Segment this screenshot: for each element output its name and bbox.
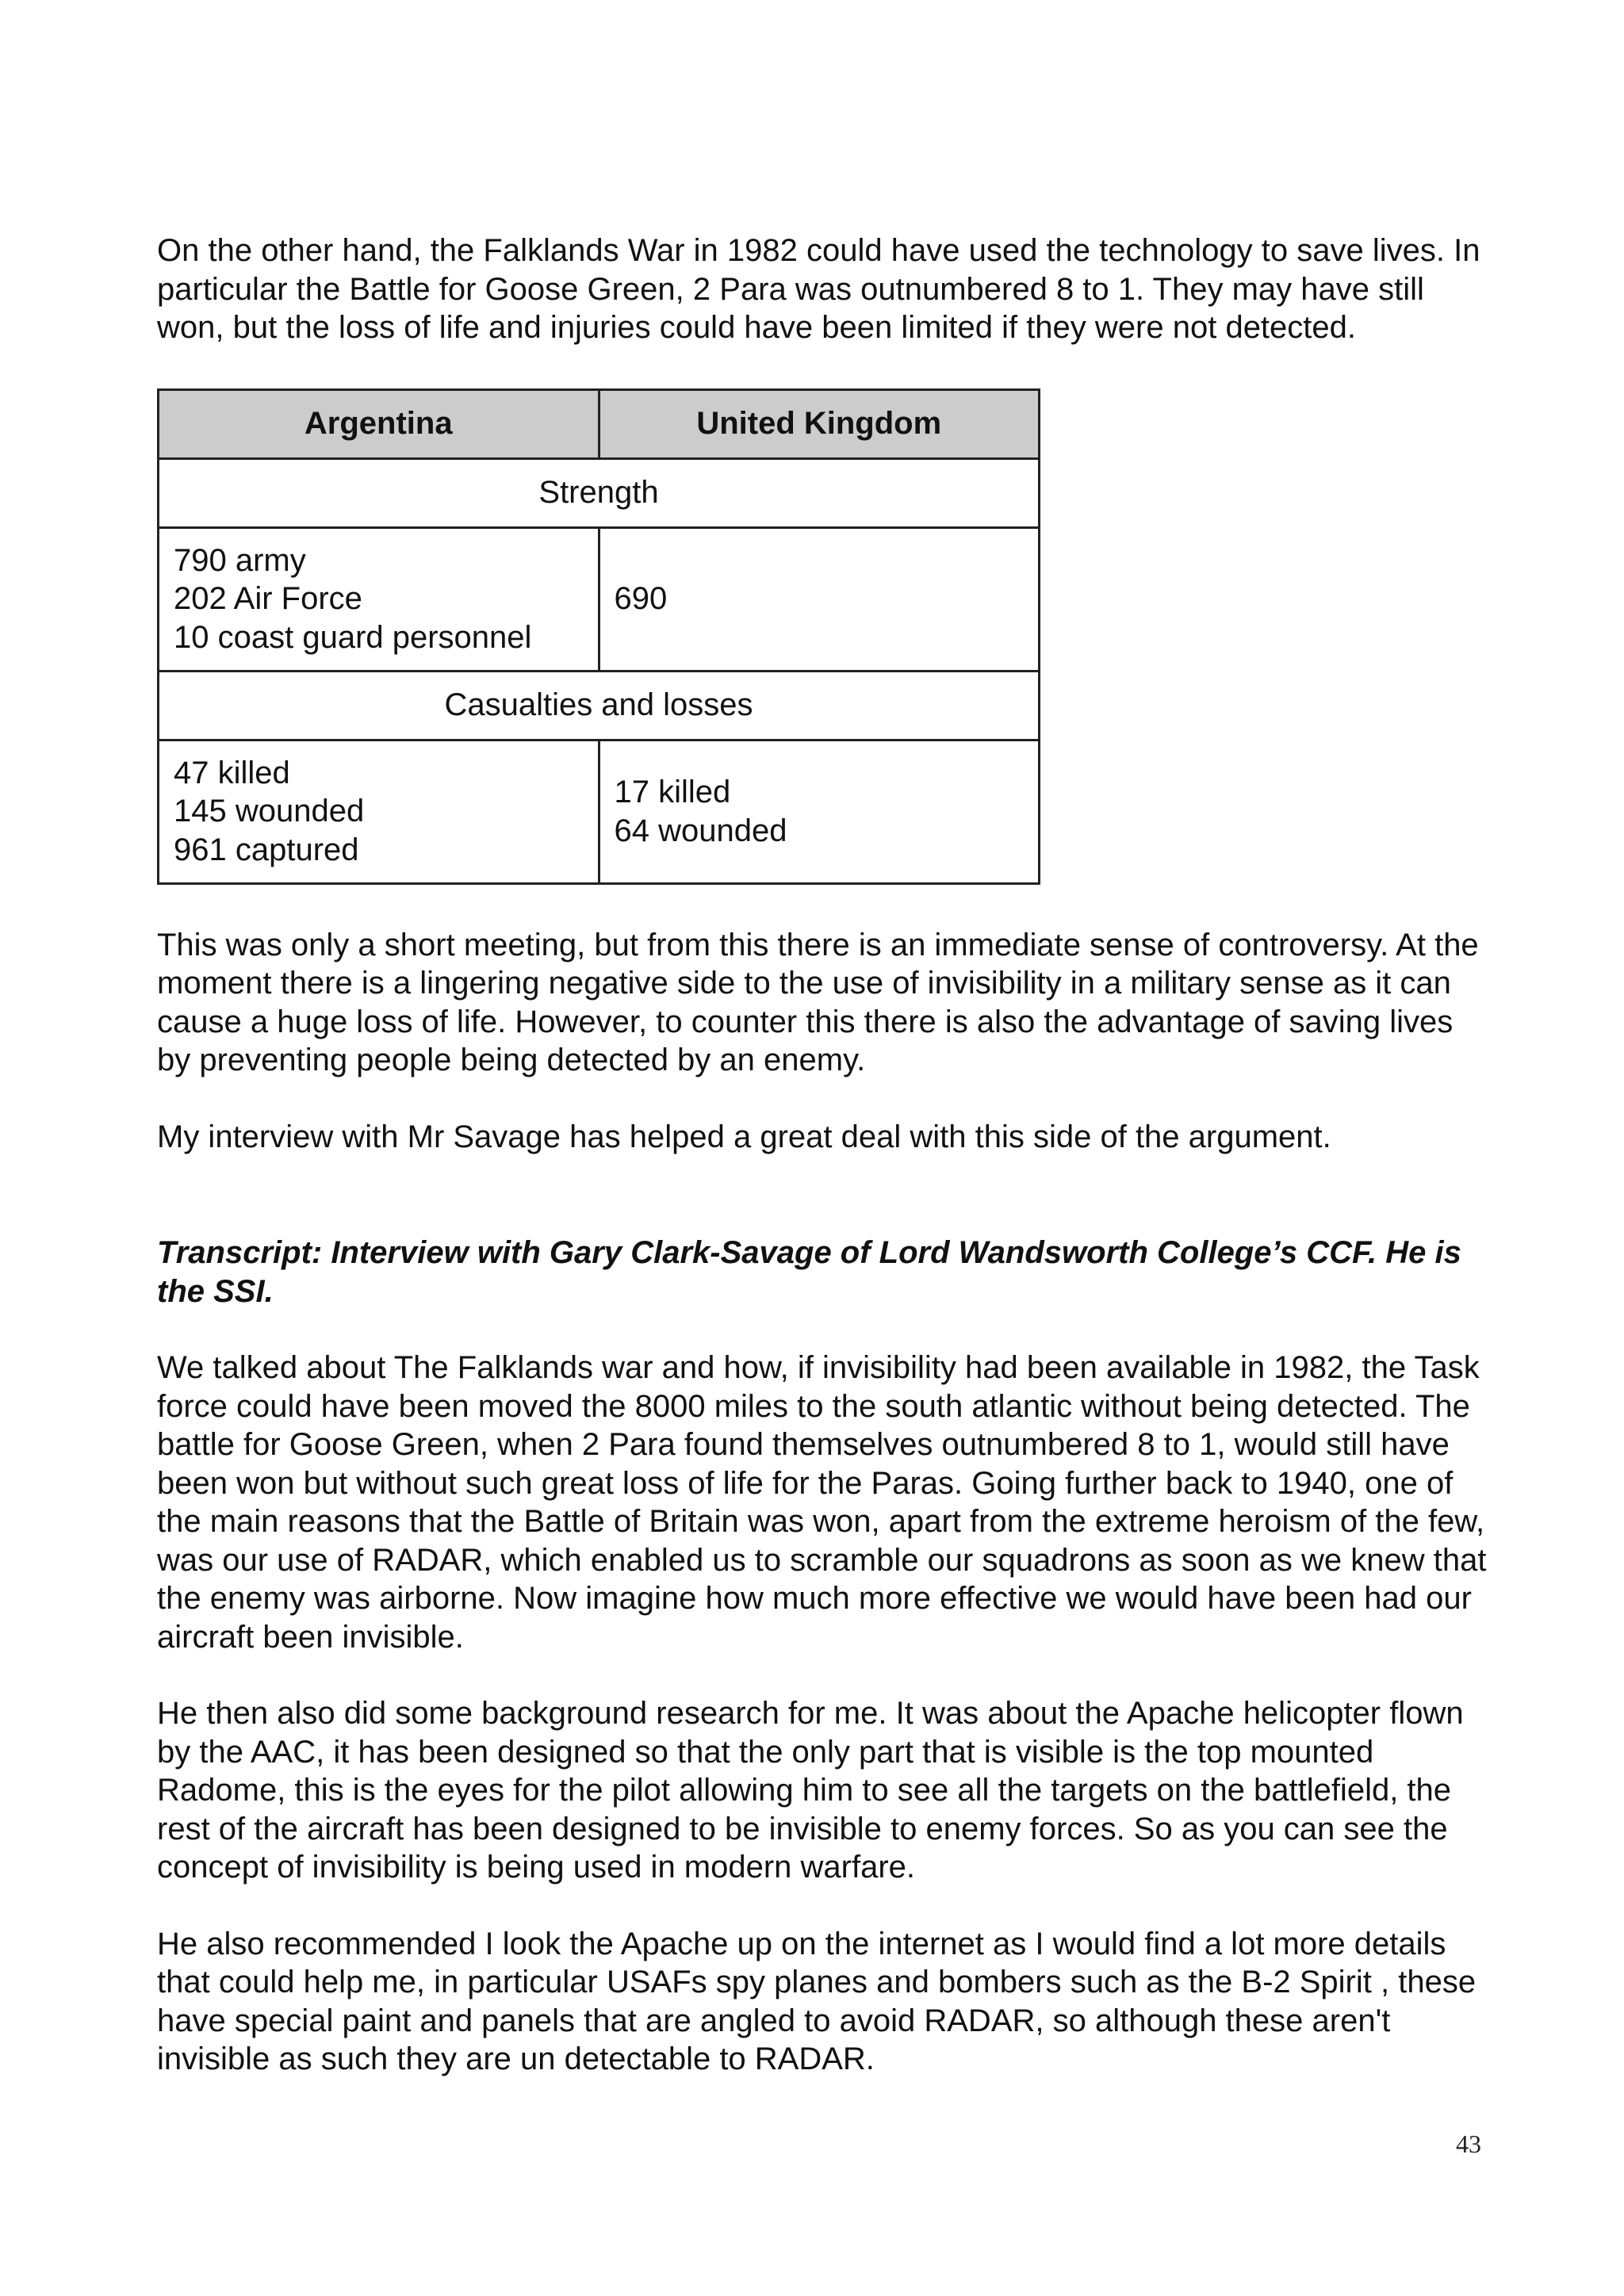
argentina-casualties-line: 145 wounded: [174, 794, 365, 829]
transcript-paragraph-3: He also recommended I look the Apache up on the internet as I would find a lot more details that could help me, in particular USAFs spy planes and bombers such as the B-2 Spirit , these have special paint and panels that are angled to avoid RADAR, so although these aren't invisible as such they are un detectable to RADAR.: [157, 1926, 1477, 2076]
page-number: 43: [1456, 2130, 1481, 2158]
intro-paragraph: On the other hand, the Falklands War in 1982 could have used the technology to save lives. In particular the Battle for Goose Green, 2 Para was outnumbered 8 to 1. They may have still won, but the loss of life and injuries could have been limited if they were not detected.: [157, 233, 1480, 345]
strength-row: [159, 527, 1040, 671]
argentina-strength-line: 790 army: [174, 542, 306, 578]
casualties-label: Casualties and losses: [159, 671, 1040, 740]
argentina-casualties-line: 47 killed: [174, 755, 290, 790]
casualties-section-row: [159, 671, 1040, 740]
argentina-casualties-cell: [159, 740, 599, 883]
battle-comparison-table: [157, 388, 1040, 885]
argentina-strength-line: 10 coast guard personnel: [174, 619, 532, 655]
casualties-row: [159, 740, 1040, 883]
table-header-row: [159, 389, 1040, 458]
transcript-paragraph-1: We talked about The Falklands war and how, if invisibility had been available in 1982, the Task force could have been moved the 8000 miles to the south atlantic without being detected. The battle for Goose Green, when 2 Para found themselves outnumbered 8 to 1, would still have been won but without such great loss of life for the Paras. Going further back to 1940, one of the main reasons that the Battle of Britain was won, apart from the extreme heroism of the few, was our use of RADAR, which enabled us to scramble our squadrons as soon as we knew that the enemy was airborne. Now imagine how much more effective we would have been had our aircraft been invisible.: [157, 1350, 1487, 1655]
strength-section-row: [159, 458, 1040, 527]
interview-note-paragraph: My interview with Mr Savage has helped a great deal with this side of the argument.: [157, 1119, 1331, 1154]
transcript-paragraph-2: He then also did some background research for me. It was about the Apache helicopter flown by the AAC, it has been designed so that the only part that is visible is the top mounted Radome, this is the eyes for the pilot allowing him to see all the targets on the battlefield, the rest of the aircraft has been designed to be invisible to enemy forces. So as you can see the concept of invisibility is being used in modern warfare.: [157, 1696, 1464, 1885]
uk-strength-line: 690: [614, 581, 668, 617]
argentina-strength-cell: [159, 527, 599, 671]
after-table-paragraph: This was only a short meeting, but from this there is an immediate sense of controversy. At the moment there is a lingering negative side to the use of invisibility in a military sense as it can cause a huge loss of life. However, to counter this there is also the advantage of saving lives by preventing people being detected by an enemy.: [157, 927, 1479, 1077]
argentina-strength-line: 202 Air Force: [174, 581, 362, 617]
document-page: [157, 232, 1489, 2079]
strength-label: Strength: [159, 458, 1040, 527]
uk-strength-cell: [599, 527, 1040, 671]
header-argentina: Argentina: [159, 389, 599, 458]
header-united-kingdom: United Kingdom: [599, 389, 1040, 458]
uk-casualties-line: 64 wounded: [614, 813, 787, 848]
transcript-heading: Transcript: Interview with Gary Clark-Savage of Lord Wandsworth College’s CCF. He is the SSI.: [157, 1235, 1461, 1309]
uk-casualties-cell: [599, 740, 1040, 883]
uk-casualties-line: 17 killed: [614, 775, 731, 809]
argentina-casualties-line: 961 captured: [174, 832, 359, 867]
